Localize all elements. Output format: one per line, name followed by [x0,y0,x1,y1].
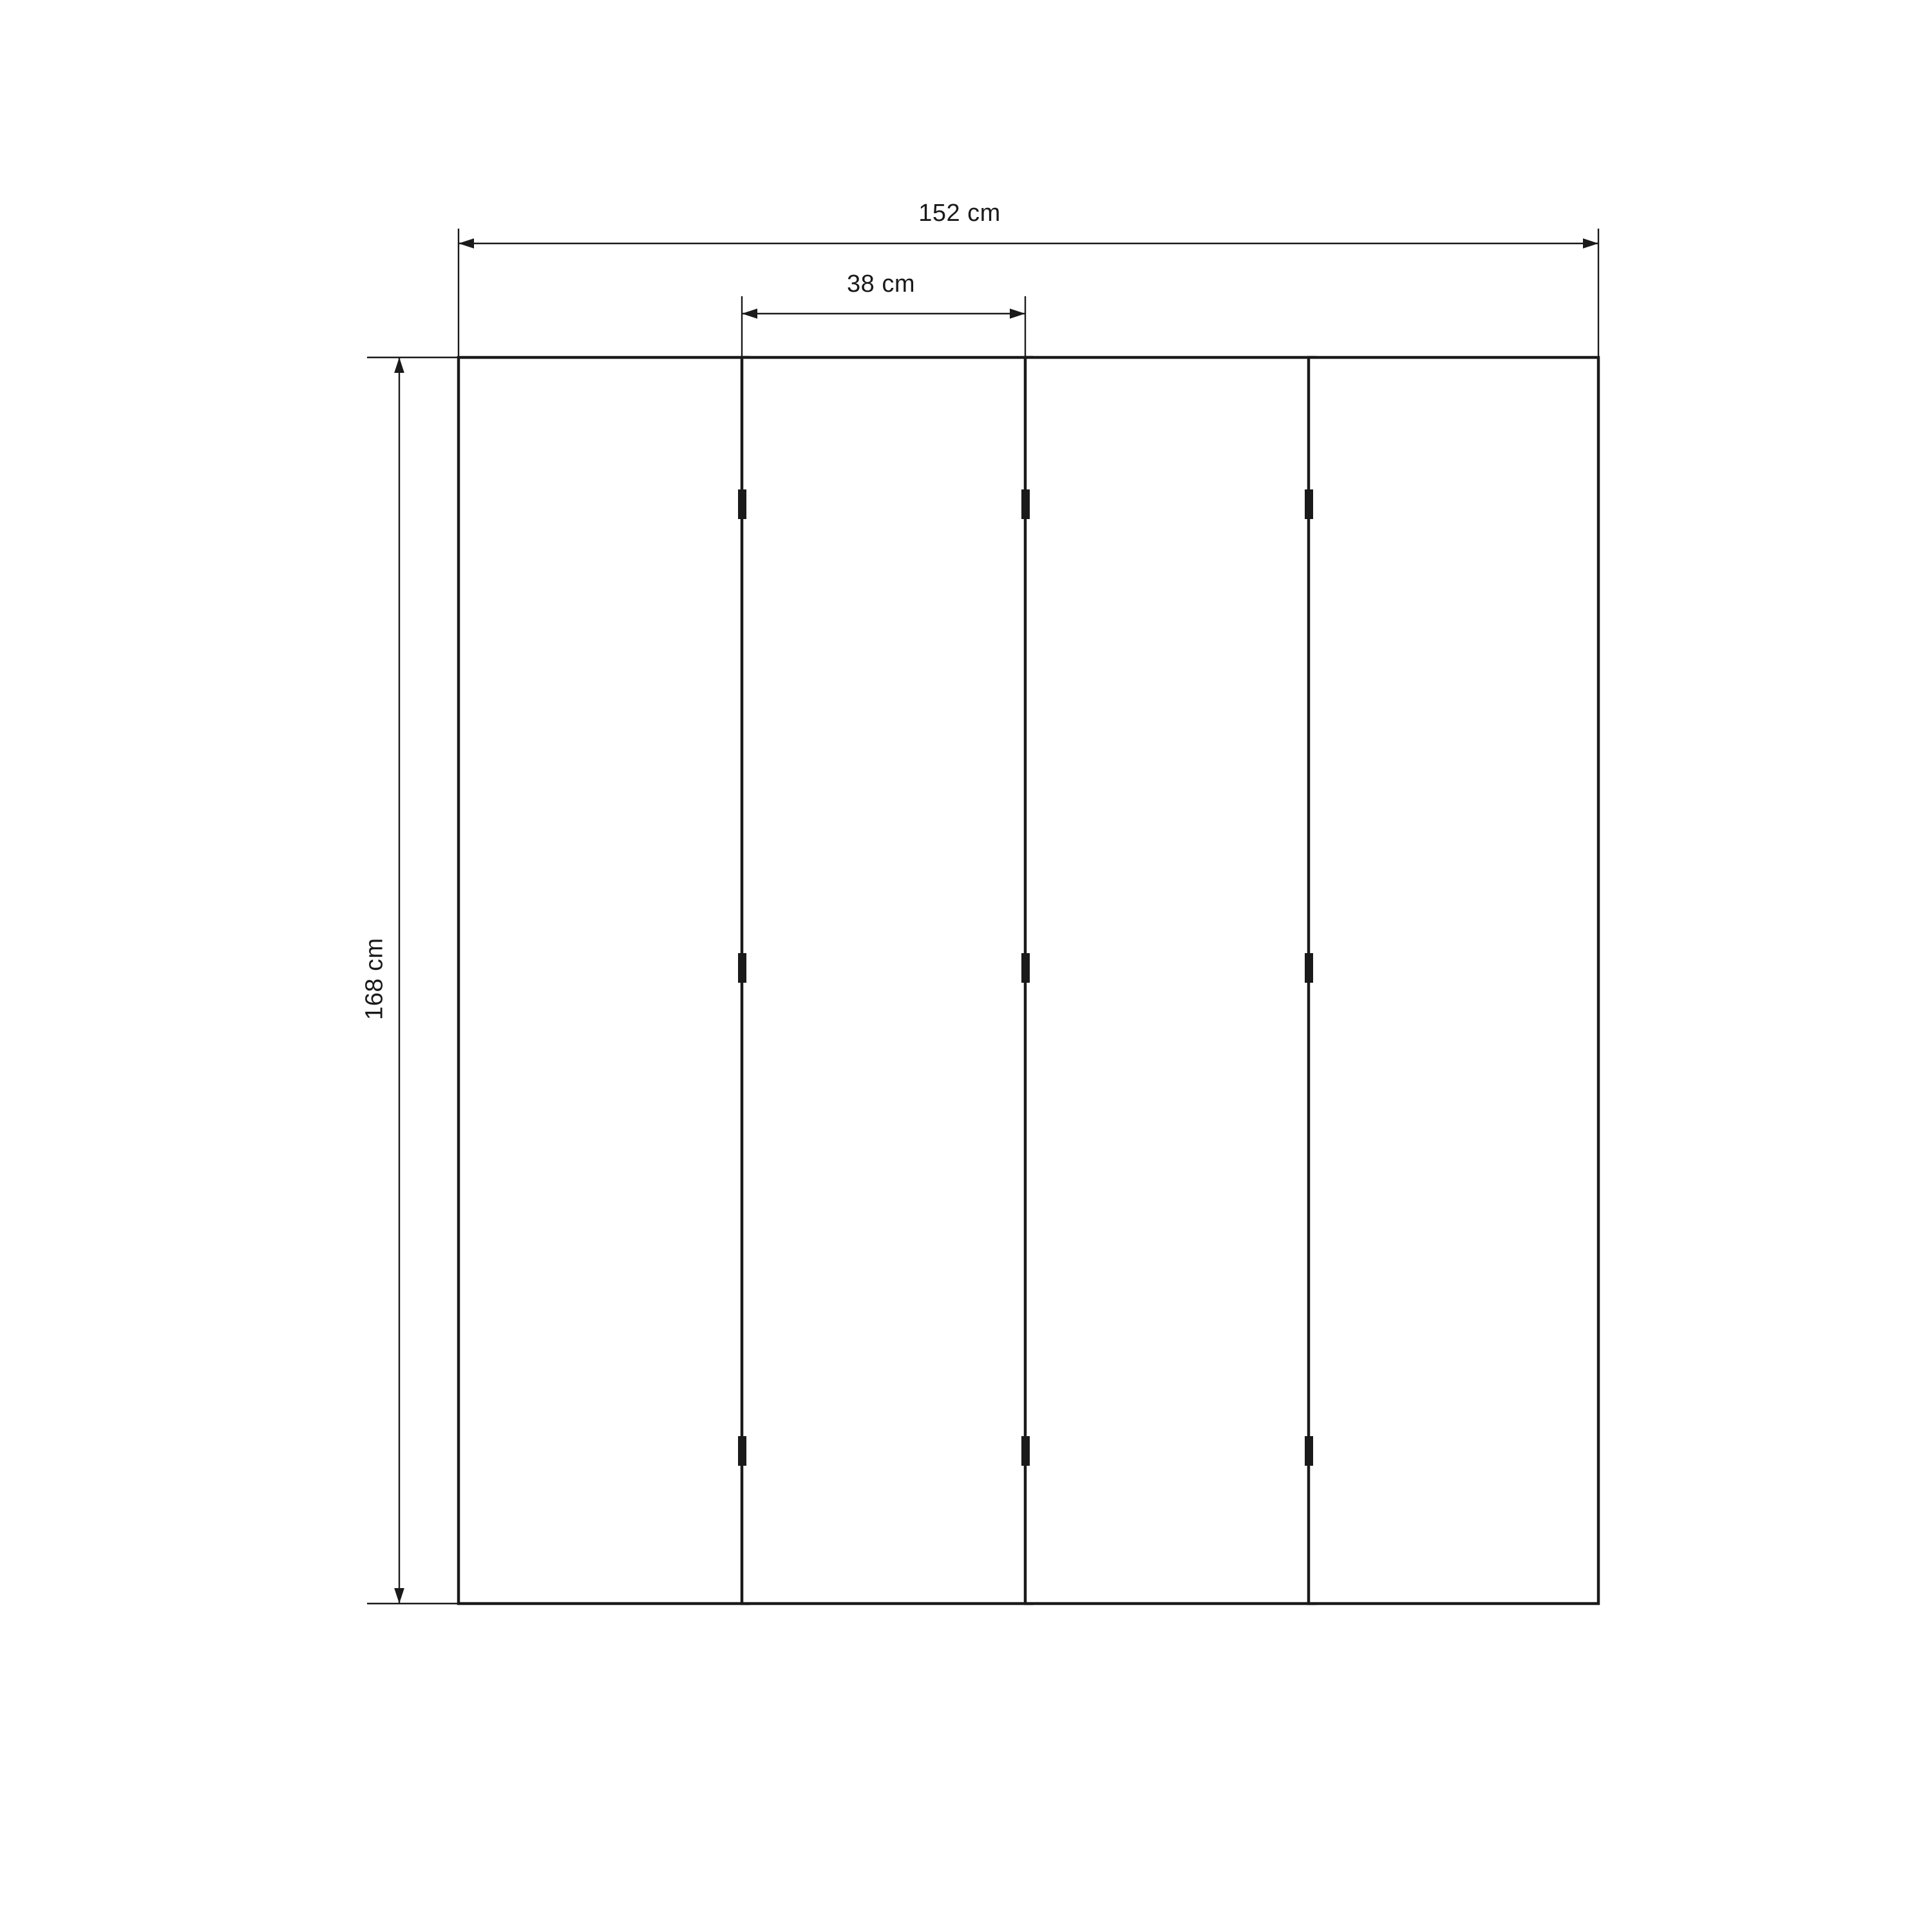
hinge-icon [1021,953,1030,983]
hinge-icon [1305,1436,1313,1466]
hinge-icon [1305,489,1313,519]
hinge-icon [738,1436,746,1466]
dimension-total-width [459,229,1598,357]
hinge-icon [738,953,746,983]
hinge-icon [1305,953,1313,983]
panel-4 [1309,357,1598,1604]
hinge-icon [738,489,746,519]
panel-3 [1025,357,1315,1604]
height-label: 168 cm [361,938,388,1020]
total-width-label: 152 cm [918,200,1001,227]
hinge-icon [1021,489,1030,519]
panel-width-label: 38 cm [847,270,915,298]
hinge-icon [1021,1436,1030,1466]
panel-2 [742,357,1032,1604]
panel-1 [459,357,748,1604]
dimension-panel-width [742,296,1025,357]
